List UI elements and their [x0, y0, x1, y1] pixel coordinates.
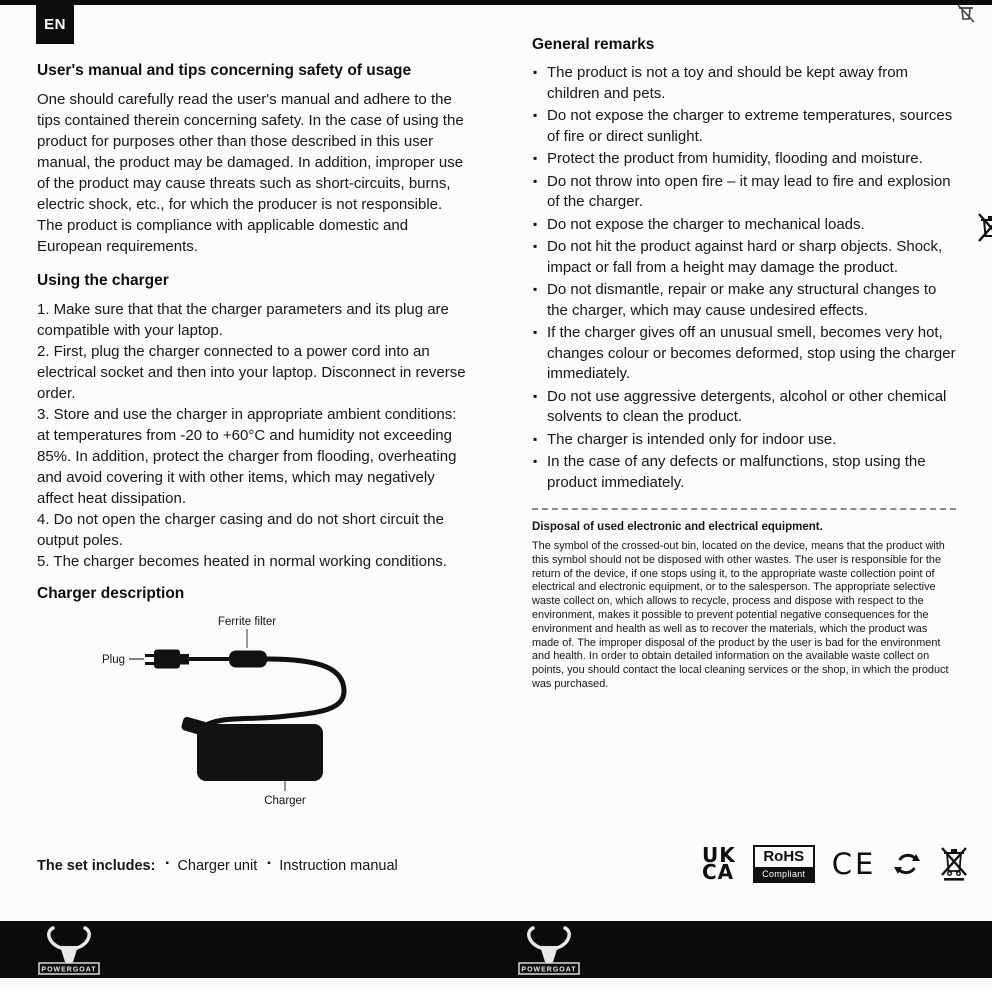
general-remarks-list — [532, 63, 956, 493]
set-includes-item: ▪ Charger unit — [165, 858, 257, 874]
using-step: 1. Make sure that that the charger parameters and its plug are compatible with your laptop. — [37, 301, 449, 339]
ukca-mark — [702, 843, 736, 884]
plug-neck — [180, 654, 189, 665]
set-includes-item: ▪ Instruction manual — [267, 858, 397, 874]
safety-body: One should carefully read the user's manual and adhere to the tips contained therein concerning safety. In the case of using the product for purposes other than those described in this user manual, the product may be damaged. In addition, improper use of the product may cause threats such as short-circuits, burns, electric shock, etc., for which the producer is not responsible. The product is compliance with applicable domestic and European requirements. — [37, 91, 464, 255]
left-column — [37, 62, 470, 823]
rohs-label: RoHS — [763, 848, 805, 865]
remark-item: ▪ If the charger gives off an unusual smell, becomes very hot, changes colour or becomes deformed, stop using the charger immediately. — [532, 323, 956, 385]
powergoat-wordmark: POWERGOAT — [41, 966, 97, 974]
dashed-separator — [532, 508, 956, 510]
charger-label: Charger — [264, 795, 306, 807]
plug-body — [154, 650, 180, 669]
disposal-heading: Disposal of used electronic and electrical equipment. — [532, 521, 823, 533]
ferrite-filter — [229, 651, 267, 668]
set-includes — [37, 858, 398, 874]
using-step: 2. First, plug the charger connected to a power cord into an electrical socket and then into your laptop. Disconnect in reverse order. — [37, 343, 466, 402]
using-step: 4. Do not open the charger casing and do not short circuit the output poles. — [37, 511, 444, 549]
remark-item: ▪ The product is not a toy and should be kept away from children and pets. — [532, 63, 956, 104]
powergoat-wordmark: POWERGOAT — [521, 966, 577, 974]
charger-body — [197, 724, 323, 781]
using-heading: Using the charger — [37, 272, 169, 289]
safety-section — [37, 62, 470, 257]
ukca-line1: UK — [702, 843, 736, 867]
safety-heading: User's manual and tips concerning safety of usage — [37, 62, 412, 79]
powergoat-logo — [516, 924, 582, 976]
plug-prong — [145, 654, 154, 657]
language-badge: EN — [36, 5, 74, 44]
remark-item: ▪ Do not expose the charger to extreme temperatures, sources of fire or direct sunlight. — [532, 106, 956, 147]
set-includes-label: The set includes: — [37, 858, 156, 874]
corner-bin-icon — [954, 3, 978, 25]
description-heading: Charger description — [37, 585, 185, 602]
edge-crossed-bin-icon — [974, 208, 992, 246]
right-column — [532, 36, 956, 692]
remark-item: ▪ Protect the product from humidity, flooding and moisture. — [532, 149, 956, 170]
charger-description-section — [37, 585, 470, 810]
weee-crossed-bin-icon — [938, 846, 970, 882]
plug-prong — [145, 662, 154, 665]
footer-bar — [0, 921, 992, 978]
remark-item: ▪ Do not expose the charger to mechanical loads. — [532, 215, 956, 236]
remark-item: ▪ In the case of any defects or malfunctions, stop using the product immediately. — [532, 452, 956, 493]
plug-label: Plug — [101, 654, 125, 666]
ferrite-filter-label: Ferrite filter — [217, 616, 277, 628]
remark-item: ▪ Do not hit the product against hard or sharp objects. Shock, impact or fall from a height may damage the product. — [532, 237, 956, 278]
remark-item: ▪ Do not throw into open fire – it may lead to fire and explosion of the charger. — [532, 172, 956, 213]
remark-item: ▪ The charger is intended only for indoor use. — [532, 430, 956, 451]
certification-marks — [702, 845, 970, 883]
using-step: 3. Store and use the charger in appropriate ambient conditions: at temperatures from -20 to +60°C and humidity not exceeding 85%. In addition, protect the charger from flooding, overheating and avoid covering it with other items, which may negatively affect heat dissipation. — [37, 406, 457, 507]
remark-item: ▪ Do not use aggressive detergents, alcohol or other chemical solvents to clean the product. — [532, 387, 956, 428]
disposal-body: The symbol of the crossed-out bin, located on the device, means that the product with this symbol should not be disposed with other wastes. The user is responsible for the return of the device, if one stops using it, to the appropriate waste collection point of electrical and electronic equipment, or to the salesperson. The appropriate selective waste collect on, which allows to recycle, process and dispose with respect to the environment, makes it possible to prevent potential negative consequences for the environment and health as well as to recover the materials, which the product was made of. The improper disposal of the product by the user is bad for the environment and health. In order to obtain detailed information on the available waste collect on points, you should contact the local cleaning services or the shop, in which the product was purchased. — [532, 540, 949, 690]
charger-diagram — [37, 612, 457, 810]
top-border — [0, 0, 992, 5]
rohs-compliant-label: Compliant — [755, 867, 813, 881]
rohs-mark — [753, 845, 815, 883]
charger-cable — [201, 659, 344, 728]
using-step: 5. The charger becomes heated in normal working conditions. — [37, 553, 447, 570]
remark-item: ▪ Do not dismantle, repair or make any structural changes to the charger, which may cause undesired effects. — [532, 280, 956, 321]
recycle-icon — [893, 850, 921, 878]
ukca-line2: CA — [702, 860, 735, 884]
using-charger-section — [37, 272, 470, 572]
powergoat-logo — [36, 924, 102, 976]
general-remarks-heading: General remarks — [532, 36, 655, 53]
ce-mark: CE — [831, 847, 877, 881]
